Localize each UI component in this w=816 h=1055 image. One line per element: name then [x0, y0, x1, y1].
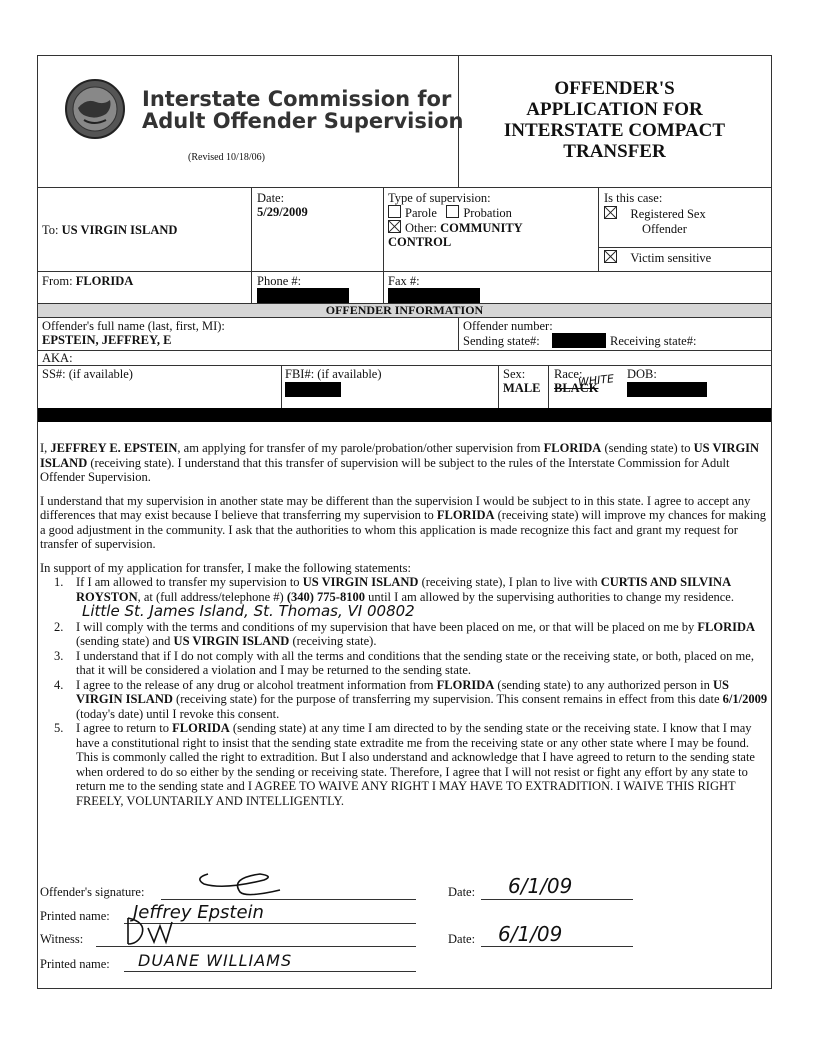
seal-logo-icon [64, 78, 126, 140]
from-value[interactable]: FLORIDA [75, 274, 134, 288]
probation-label: Probation [463, 206, 512, 220]
statement-1: 1. If I am allowed to transfer my supervision to US VIRGIN ISLAND (receiving state), I plan to live with CURTIS AND SILVINA ROYSTON, at (full address/telephone #) (340) 775-8100 until I am allowed by the supervising authorities to change my residence. Little St. James Island, St. Thomas, VI 00802 [54, 575, 734, 620]
signature-date-label: Date: [448, 885, 476, 899]
sex-field [503, 367, 541, 395]
victim-sensitive-checkbox[interactable] [604, 250, 617, 263]
date-field [257, 191, 308, 219]
receiving-state-label: Receiving state#: [610, 334, 697, 348]
to-field [42, 223, 177, 237]
org-name-line1: Interstate Commission for [142, 87, 452, 111]
registered-line1: Registered Sex [630, 207, 706, 221]
offender-name-label: Offender's full name (last, first, MI): [42, 319, 225, 333]
fbi-redaction [285, 382, 341, 397]
case-label: Is this case: [604, 191, 663, 205]
form-title-line4: TRANSFER [563, 141, 666, 162]
witness-label: Witness: [40, 932, 84, 946]
paragraph-understanding: I understand that my supervision in another state may be different than the supervision I would be subject to in this state. I agree to accept any differences that may exist because I believe that transferring my supervision to FLORIDA (receiving state) will improve my chances for making a good adjustment in the community. I ask that the authorities to whom this application is made recognize this fact and grant my request for transfer of supervision. [40, 493, 766, 551]
supervision-type [388, 191, 596, 249]
offender-number-label: Offender number: [463, 319, 553, 333]
form-title-line3: INTERSTATE COMPACT [503, 120, 726, 141]
other-label: Other: [405, 221, 437, 235]
fax-label: Fax #: [388, 274, 420, 288]
statement-5: 5. I agree to return to FLORIDA (sending state) at any time I am directed to by the sending state or the receiving state. I know that I may have a constitutional right to insist that the sending state extradite me from the receiving state or any other state where I may be found. This is commonly called the right to extradition. But I also understand and acknowledge that I have agreed to return to the sending state when ordered to do so either by the sending or receiving state. Therefore, I agree that I will not resist or fight any effort by any state to return me to the sending state and I AGREE TO WAIVE ANY RIGHT I MAY HAVE TO EXTRADITION. I WAIVE THIS RIGHT FREELY, VOLUNTARILY AND INTELLIGENTLY. [54, 721, 755, 808]
to-value[interactable]: US VIRGIN ISLAND [61, 223, 178, 237]
fax-redaction [388, 288, 480, 303]
race-value[interactable]: BLACK [554, 381, 599, 395]
other-checkbox[interactable] [388, 220, 401, 233]
statement-3: 3. I understand that if I do not comply with all the terms and conditions that the sending state or the receiving state, or both, placed on me, that it will be considered a violation and I may be returned to the sending state. [54, 648, 754, 677]
printed-name-label: Printed name: [40, 909, 110, 923]
form-title-line1: OFFENDER'S [554, 78, 675, 99]
aka-label: AKA: [42, 351, 73, 365]
probation-checkbox[interactable] [446, 205, 459, 218]
form-title-line2: APPLICATION FOR [526, 99, 703, 120]
to-label: To: [42, 223, 59, 237]
victim-label: Victim sensitive [630, 251, 712, 265]
sex-value[interactable]: MALE [503, 381, 541, 395]
offender-info-title: OFFENDER INFORMATION [325, 303, 484, 317]
supervision-label: Type of supervision: [388, 191, 491, 205]
phone-label: Phone #: [257, 274, 302, 288]
sex-label: Sex: [503, 367, 526, 381]
dob-redaction [627, 382, 707, 397]
case-flags [604, 191, 769, 237]
witness-date-label: Date: [448, 932, 476, 946]
offender-name-value[interactable]: EPSTEIN, JEFFREY, E [42, 333, 172, 347]
parole-checkbox[interactable] [388, 205, 401, 218]
from-field [42, 274, 133, 288]
paragraph-intro: I, JEFFREY E. EPSTEIN, am applying for transfer of my parole/probation/other supervision from FLORIDA (sending state) to US VIRGIN ISLAND (receiving state). I understand that this transfer of supervision will be subject to the rules of the Interstate Commission for Adult Offender Supervision. [40, 441, 760, 484]
phone-redaction [257, 288, 349, 303]
fbi-label: FBI#: (if available) [285, 367, 382, 381]
parole-label: Parole [405, 206, 437, 220]
witness-date-value[interactable]: 6/1/09 [498, 922, 563, 946]
org-name [142, 88, 463, 132]
race-label: Race: [554, 367, 583, 381]
statement-body [40, 441, 768, 808]
dob-label: DOB: [627, 367, 657, 381]
offender-name-field [42, 319, 225, 347]
witness-signature-icon [118, 914, 188, 948]
other-value-1[interactable]: COMMUNITY [440, 221, 523, 235]
sending-state-label: Sending state#: [463, 334, 540, 348]
date-value[interactable]: 5/29/2009 [257, 205, 308, 219]
date-label: Date: [257, 191, 285, 205]
other-value-2[interactable]: CONTROL [388, 235, 452, 249]
race-handwritten: WHITE [577, 372, 615, 389]
witness-printed-name-value[interactable]: DUANE WILLIAMS [138, 951, 293, 970]
witness-printed-name-label: Printed name: [40, 957, 110, 971]
registered-line2: Offender [642, 222, 687, 236]
form-title [458, 78, 771, 162]
printed-name-value[interactable]: Jeffrey Epstein [133, 902, 264, 923]
registered-sex-offender-checkbox[interactable] [604, 206, 617, 219]
statement-4: 4. I agree to the release of any drug or alcohol treatment information from FLORIDA (sending state) to any authorized person in US VIRGIN ISLAND (receiving state) for the purpose of transferring my supervision. This consent remains in effect from this date 6/1/2009 (today's date) until I revoke this consent. [54, 677, 768, 721]
statement-2: 2. I will comply with the terms and conditions of my supervision that have been placed on me, or that will be placed on me by FLORIDA (sending state) and US VIRGIN ISLAND (receiving state). [54, 619, 756, 648]
from-label: From: [42, 274, 73, 288]
revised-date: (Revised 10/18/06) [188, 152, 265, 163]
handwritten-address: Little St. James Island, St. Thomas, VI 00802 [82, 602, 415, 620]
offender-signature-icon [178, 868, 308, 900]
paragraph-support: In support of my application for transfer, I make the following statements: [40, 560, 411, 575]
redaction-bar [38, 408, 771, 422]
offender-info-header [38, 304, 771, 317]
org-name-line2: Adult Offender Supervision [142, 109, 464, 133]
form-page [37, 55, 772, 989]
signature-date-value[interactable]: 6/1/09 [508, 874, 573, 898]
victim-sensitive-field [604, 250, 711, 265]
ss-label: SS#: (if available) [42, 367, 133, 381]
offender-signature-label: Offender's signature: [40, 885, 145, 899]
statements-list [40, 575, 768, 808]
sending-state-redaction [552, 333, 606, 348]
